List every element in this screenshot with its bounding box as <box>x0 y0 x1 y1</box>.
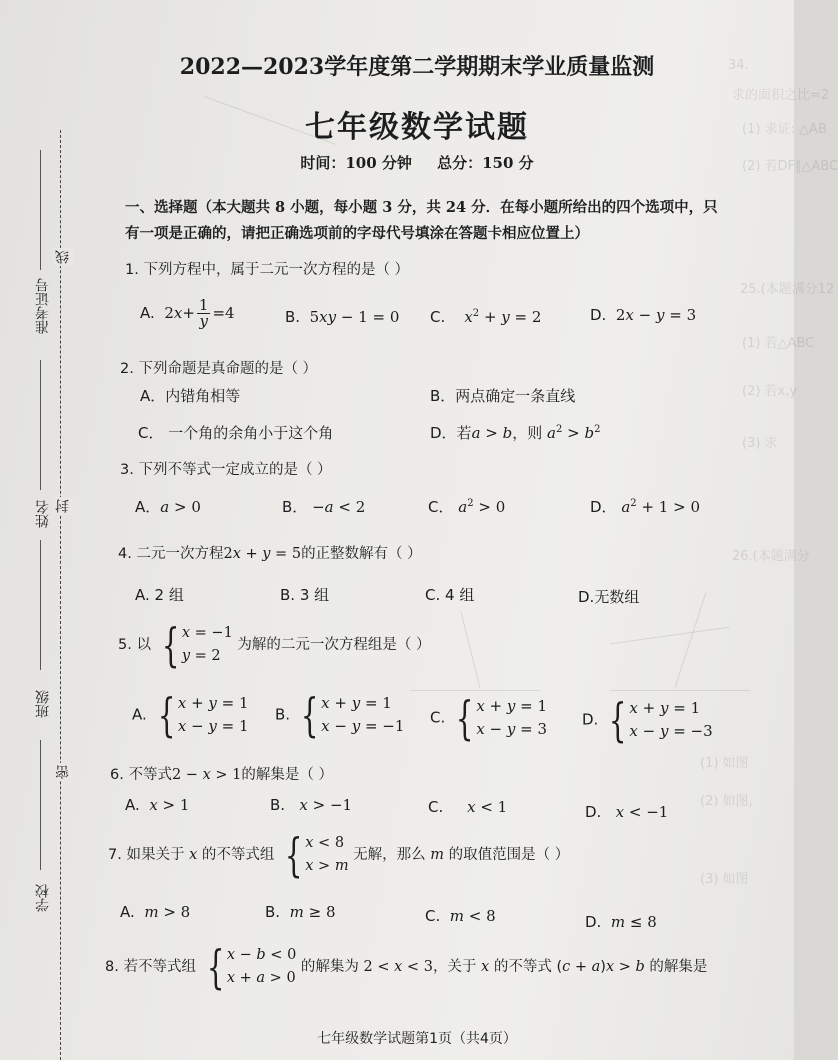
question-7: 7. 如果关于 x 的不等式组 { x < 8 x > m 无解，那么 m 的取值范围是（ ） <box>108 828 570 882</box>
seal-mark: 封 <box>55 499 71 513</box>
page-footer: 七年级数学试题第1页（共4页） <box>317 1031 517 1047</box>
secret-mark: 密 <box>55 765 71 779</box>
question-4: 4. 二元一次方程2x + y = 5的正整数解有（ ） <box>118 546 422 562</box>
q6-option-a: A. x > 1 <box>125 796 190 814</box>
q3-option-d: D． $a^2 + 1 > 0$ <box>590 498 700 516</box>
line-mark: 线 <box>55 250 71 264</box>
exam-subtitle: 七年级数学试题 <box>305 110 529 145</box>
question-5: 5. 以 { x = −1 y = 2 为解的二元一次方程组是（ ） <box>118 618 431 672</box>
q6-option-b: B. x > −1 <box>270 796 353 814</box>
binding-dashed-line <box>60 130 61 1060</box>
question-2: 2. 下列命题是真命题的是（ ） <box>120 361 318 377</box>
exam-page: 34. 求的面积之比=2 (1) 求证: △AB (2) 若DF∥△ABC 25.(本题满分12 (1) 若△ABC (2) 若x,y (3) 求 26.(本题满分 (1) 如图 (2) 如图, (3) 如图 准考证号 姓名 班级 学校 线 封 密 2022—2023学年度第二学期期末学业质量监测 七年级数学试题 时间：100 分钟 总分：150 分 一、选择题（本大题共 8 小题，每小题 3 分，共 24 分．在每小题所给出的四个选项中，只 有一项是正确的，请把正确选项前的字母代号填涂在答题卡相应位置上） 1. 下列方程中，属于二元一次方程的是（ ） A. 2x+ $\frac{1}{y}$ =4 B. 5xy − 1 = 0 C. $x^2 + y = 2$ D. 2x − y = 3 2. 下列命题是真命题的是（ ） A．内错角相等 B．两点确定一条直线 C． 一个角的余角小于这个角 D．若a > b，则 $a^2 > b^2$ 3. 下列不等式一定成立的是（ ） A．a > 0 B． −a < 2 C． $a^2 > 0$ D． $a^2 + 1 > 0$ 4. 二元一次方程2x + y = 5的正整数解有（ ） A. 2 组 B. 3 组 C. 4 组 D.无数组 5. 以 { x = −1 y = 2 为解的二元一次方程组是（ ） A. { x + y = 1 x − y = 1 B. { x + y = 1 x − y = −1 C. { x + y = 1 x − y = 3 D. { x + y = 1 x − y = −3 6. 不等式2 − x > 1的解集是（ ） A. x > 1 B. x > −1 C. x < 1 D. x < −1 7. 如果关于 x 的不等式组 { x < 8 x > m 无解，那么 m 的取值范围是（ ） A. m > 8 B. m ≥ 8 C. m < 8 D. m ≤ 8 8. 若不等式组 { x − b < 0 x + a > 0 的解集为 2 < x < 3，关于 x 的不等式 (c + a)x > b 的解集是 七年级数学试题第1页（共4页） <box>0 0 794 1060</box>
q7-option-a: A. m > 8 <box>120 903 191 921</box>
q1-option-b: B. 5xy − 1 = 0 <box>285 308 400 326</box>
q6-option-c: C. x < 1 <box>428 798 508 816</box>
q7-option-c: C. m < 8 <box>425 907 496 925</box>
exam-no-label: 准考证号 <box>35 278 51 334</box>
question-8: 8. 若不等式组 { x − b < 0 x + a > 0 的解集为 2 < x < 3，关于 x 的不等式 (c + a)x > b 的解集是 <box>105 940 708 994</box>
q2-option-d: D．若a > b，则 $a^2 > b^2$ <box>430 424 601 442</box>
q4-option-b: B. 3 组 <box>280 586 330 604</box>
exam-meta <box>0 152 794 173</box>
q7-option-b: B. m ≥ 8 <box>265 903 336 921</box>
q4-option-a: A. 2 组 <box>135 586 184 604</box>
q1-option-a: A. 2x+ $\frac{1}{y}$ =4 <box>140 296 235 330</box>
q1-option-c: C. $x^2 + y = 2$ <box>430 308 542 326</box>
class-underline <box>40 540 41 670</box>
q3-option-a: A．a > 0 <box>135 498 201 516</box>
question-6: 6. 不等式2 − x > 1的解集是（ ） <box>110 767 333 783</box>
q5-option-c: C. { x + y = 1 x − y = 3 <box>430 691 548 745</box>
name-label: 姓名 <box>35 500 51 528</box>
school-label: 学校 <box>35 884 51 912</box>
q2-option-c: C． 一个角的余角小于这个角 <box>138 424 334 442</box>
question-3: 3. 下列不等式一定成立的是（ ） <box>120 462 332 478</box>
q7-option-d: D. m ≤ 8 <box>585 913 657 931</box>
q4-option-d: D.无数组 <box>578 588 640 606</box>
exam-title: 2022—2023学年度第二学期期末学业质量监测 <box>179 54 655 80</box>
section-heading: 一、选择题（本大题共 8 小题，每小题 3 分，共 24 分．在每小题所给出的四个选项中，只 有一项是正确的，请把正确选项前的字母代号填涂在答题卡相应位置上） <box>125 199 718 242</box>
score-info: 总分：150 分 <box>437 154 534 172</box>
question-1: 1. 下列方程中，属于二元一次方程的是（ ） <box>125 262 410 278</box>
class-label: 班级 <box>35 690 51 718</box>
time-info: 时间：100 分钟 <box>300 154 412 172</box>
school-underline <box>40 740 41 870</box>
q6-option-d: D. x < −1 <box>585 803 669 821</box>
q4-option-c: C. 4 组 <box>425 586 475 604</box>
q1-option-d: D. 2x − y = 3 <box>590 306 697 324</box>
q2-option-a: A．内错角相等 <box>140 387 241 405</box>
name-underline <box>40 360 41 490</box>
q3-option-c: C． $a^2 > 0$ <box>428 498 506 516</box>
q5-option-a: A. { x + y = 1 x − y = 1 <box>132 688 249 742</box>
q5-option-d: D. { x + y = 1 x − y = −3 <box>582 693 713 747</box>
q3-option-b: B． −a < 2 <box>282 498 366 516</box>
q2-option-b: B．两点确定一条直线 <box>430 387 576 405</box>
q5-option-b: B. { x + y = 1 x − y = −1 <box>275 688 405 742</box>
